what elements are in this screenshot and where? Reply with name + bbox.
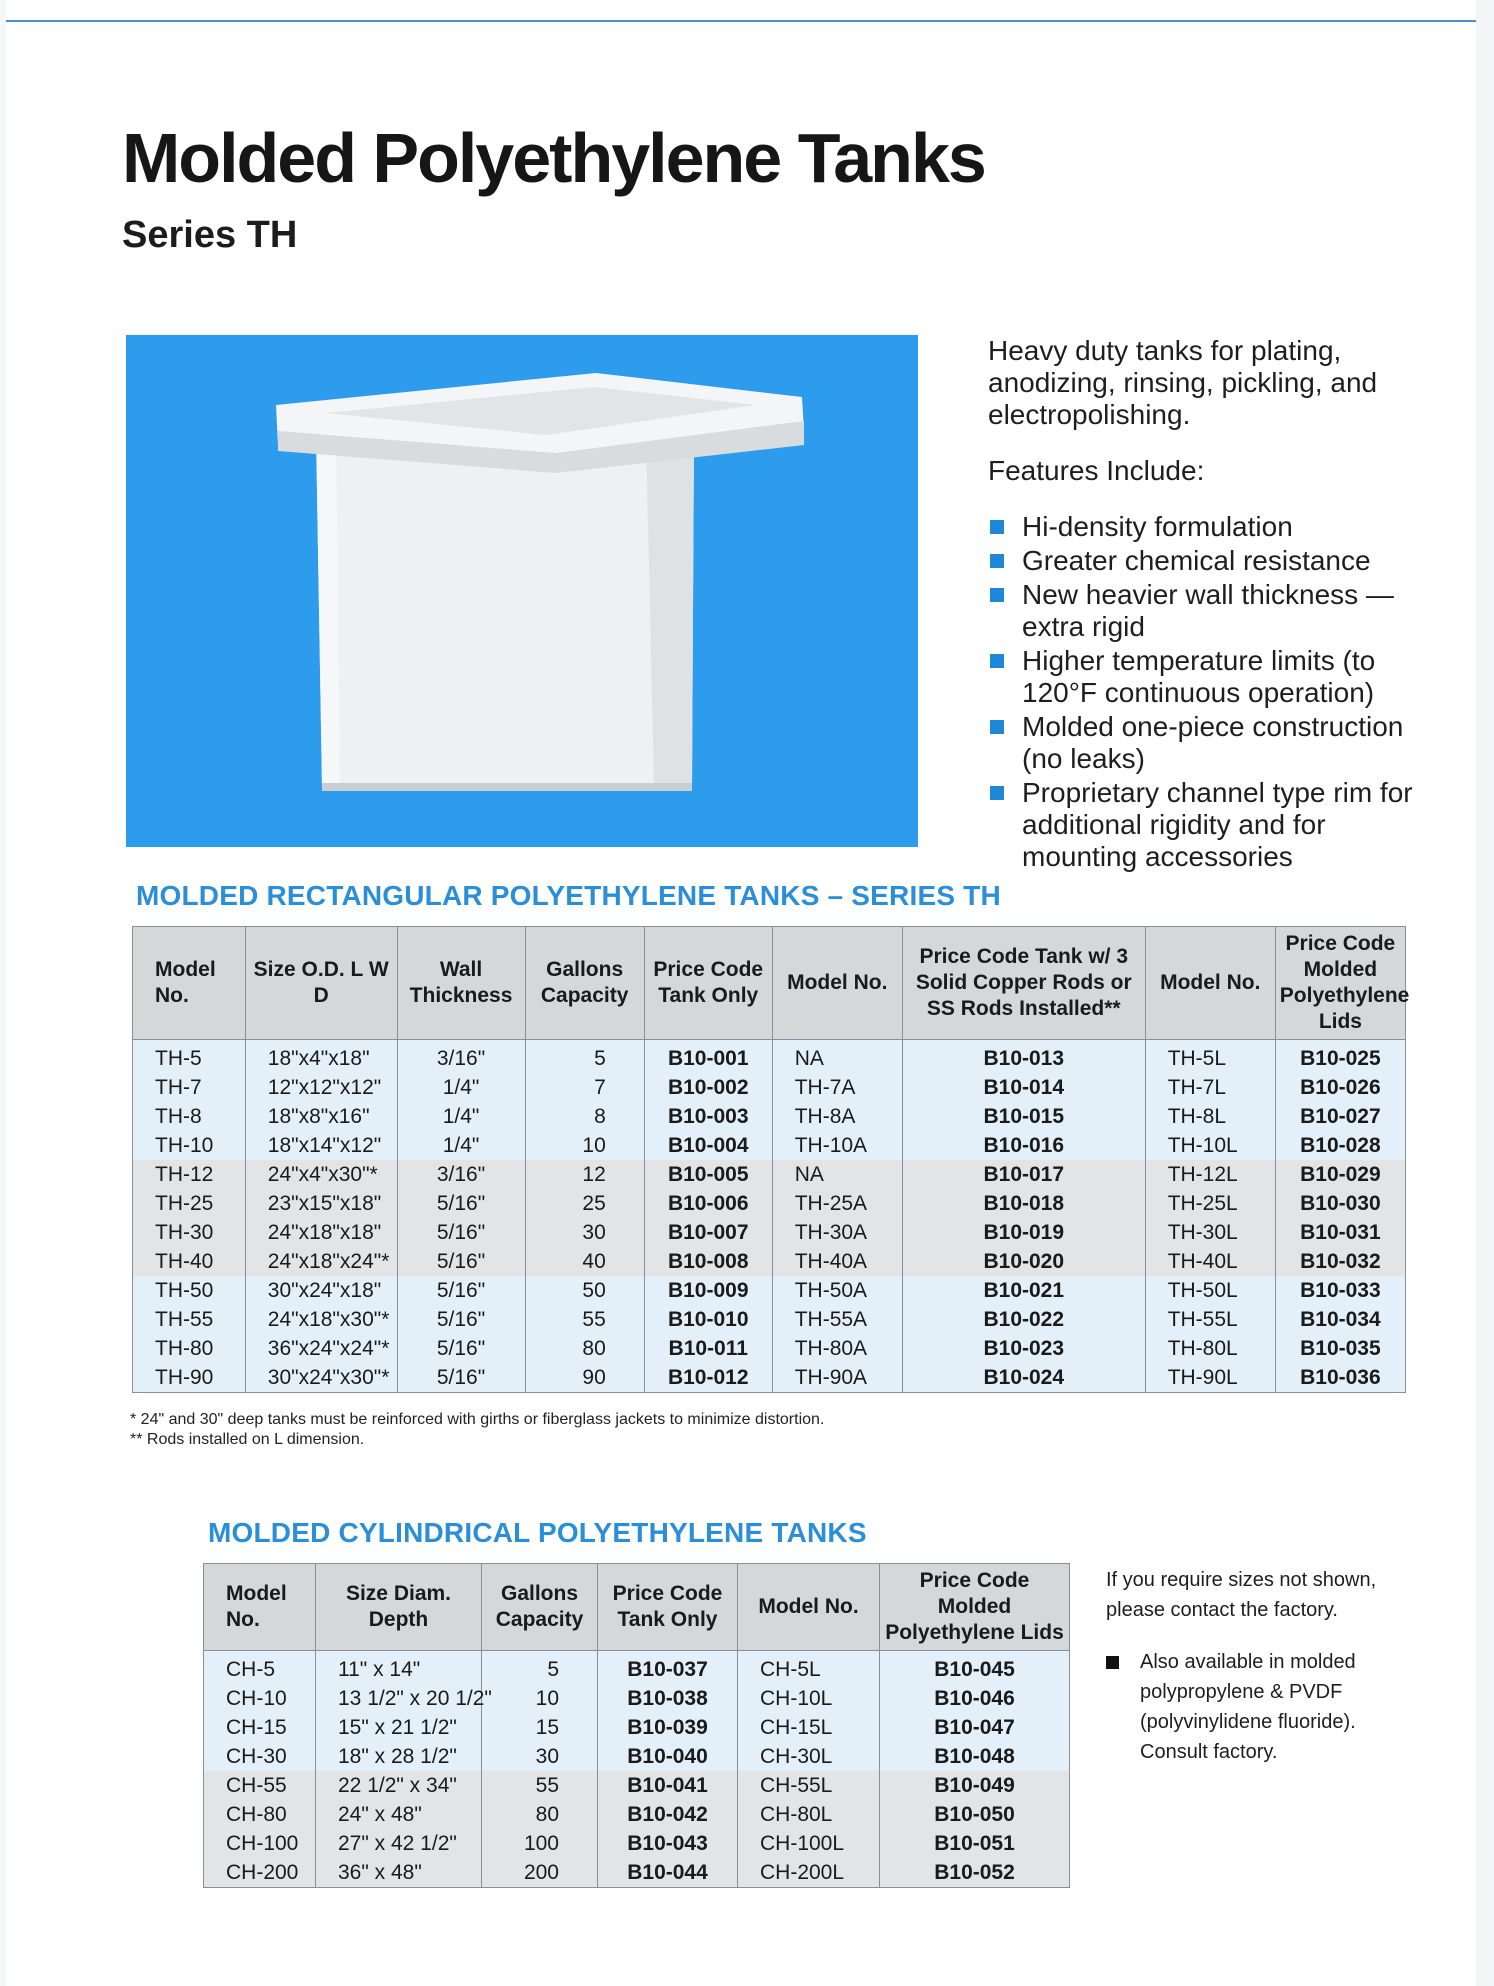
cell-model-lid: CH-200L [738,1858,880,1888]
cell-wall: 1/4" [397,1131,525,1160]
cell-price-rods: B10-023 [902,1334,1145,1363]
cell-price-rods: B10-020 [902,1247,1145,1276]
table-row [204,1829,1070,1858]
col-header-price-tank: Price Code Tank Only [644,927,772,1040]
cell-price-tank: B10-037 [598,1651,738,1685]
table-row [133,1363,1406,1393]
cell-size: 24"x18"x30"* [245,1305,397,1334]
cell-price-rods: B10-021 [902,1276,1145,1305]
cell-wall: 1/4" [397,1102,525,1131]
cell-gallons: 50 [525,1276,644,1305]
cell-price-tank: B10-042 [598,1800,738,1829]
cell-price-lid: B10-030 [1275,1189,1405,1218]
cell-price-lid: B10-029 [1275,1160,1405,1189]
cell-price-lid: B10-051 [880,1829,1070,1858]
col-header-gallons: Gallons Capacity [482,1564,598,1651]
description [988,335,1418,875]
cell-gallons: 80 [525,1334,644,1363]
cell-size: 36" x 48" [316,1858,482,1888]
feature-item: Proprietary channel type rim for additional rigidity and for mounting accessories [988,777,1418,873]
square-bullet-icon [990,654,1004,668]
cell-price-tank: B10-039 [598,1713,738,1742]
cell-wall: 3/16" [397,1160,525,1189]
cell-size: 22 1/2" x 34" [316,1771,482,1800]
table-row [133,1131,1406,1160]
cell-price-tank: B10-002 [644,1073,772,1102]
cell-price-tank: B10-004 [644,1131,772,1160]
cell-model: CH-80 [204,1800,316,1829]
cell-model-rods: TH-30A [772,1218,902,1247]
cell-model-rods: TH-8A [772,1102,902,1131]
square-bullet-icon [990,520,1004,534]
cell-size: 24" x 48" [316,1800,482,1829]
cell-wall: 5/16" [397,1363,525,1393]
cell-model: TH-25 [133,1189,246,1218]
cell-model-lid: TH-8L [1145,1102,1275,1131]
cell-gallons: 40 [525,1247,644,1276]
cell-model-lid: TH-50L [1145,1276,1275,1305]
cell-price-tank: B10-012 [644,1363,772,1393]
cell-price-rods: B10-015 [902,1102,1145,1131]
cell-size: 18"x8"x16" [245,1102,397,1131]
page-title: Molded Polyethylene Tanks [122,119,985,197]
table-row [133,1189,1406,1218]
tank-photo [126,335,918,847]
cell-model-rods: TH-50A [772,1276,902,1305]
cell-price-lid: B10-046 [880,1684,1070,1713]
cell-model: CH-5 [204,1651,316,1685]
cell-price-lid: B10-026 [1275,1073,1405,1102]
cell-size: 23"x15"x18" [245,1189,397,1218]
square-bullet-icon [990,720,1004,734]
cell-price-lid: B10-027 [1275,1102,1405,1131]
cell-price-tank: B10-010 [644,1305,772,1334]
rectangular-tanks-table [132,926,1410,1393]
cell-price-rods: B10-022 [902,1305,1145,1334]
cell-wall: 5/16" [397,1305,525,1334]
square-bullet-icon [990,588,1004,602]
feature-item: Greater chemical resistance [988,545,1418,577]
feature-item: Hi-density formulation [988,511,1418,543]
cell-model: TH-12 [133,1160,246,1189]
cell-price-tank: B10-038 [598,1684,738,1713]
cell-size: 36"x24"x24"* [245,1334,397,1363]
col-header-model: Model No. [204,1564,316,1651]
cell-price-tank: B10-006 [644,1189,772,1218]
cell-model: TH-40 [133,1247,246,1276]
cell-price-lid: B10-025 [1275,1040,1405,1074]
cell-price-lid: B10-047 [880,1713,1070,1742]
cell-price-lid: B10-045 [880,1651,1070,1685]
cell-price-lid: B10-049 [880,1771,1070,1800]
cell-price-rods: B10-024 [902,1363,1145,1393]
cell-price-tank: B10-041 [598,1771,738,1800]
cell-gallons: 5 [482,1651,598,1685]
col-header-size: Size Diam. Depth [316,1564,482,1651]
col-header-price-rods: Price Code Tank w/ 3 Solid Copper Rods or SS Rods Installed** [902,927,1145,1040]
table-row [204,1742,1070,1771]
feature-item: Molded one-piece construction (no leaks) [988,711,1418,775]
cell-model-lid: TH-5L [1145,1040,1275,1074]
footnotes [130,1410,824,1450]
cell-model-lid: CH-100L [738,1829,880,1858]
cell-model: TH-50 [133,1276,246,1305]
cell-gallons: 200 [482,1858,598,1888]
cell-model-rods: TH-40A [772,1247,902,1276]
cell-gallons: 25 [525,1189,644,1218]
page-edge-right [1476,0,1494,1986]
cell-price-lid: B10-035 [1275,1334,1405,1363]
col-header-size: Size O.D. L W D [245,927,397,1040]
cell-model-rods: NA [772,1040,902,1074]
cell-price-tank: B10-003 [644,1102,772,1131]
cell-price-rods: B10-018 [902,1189,1145,1218]
cell-price-lid: B10-036 [1275,1363,1405,1393]
feature-item: New heavier wall thickness —extra rigid [988,579,1418,643]
col-header-price-lid: Price Code Molded Polyethylene Lids [1275,927,1405,1040]
cell-model: TH-55 [133,1305,246,1334]
cell-price-lid: B10-033 [1275,1276,1405,1305]
cell-price-lid: B10-048 [880,1742,1070,1771]
top-rule [0,20,1480,22]
description-intro: Heavy duty tanks for plating, anodizing, rinsing, pickling, and electropolishing. [988,335,1378,430]
cell-wall: 5/16" [397,1189,525,1218]
cylindrical-tanks-table [203,1563,1070,1888]
col-header-model-lid: Model No. [738,1564,880,1651]
table-row [204,1800,1070,1829]
availability-note: Also available in molded polypropylene & PVDF (polyvinylidene fluoride). Consult factory. [1106,1647,1426,1767]
cell-model-lid: CH-5L [738,1651,880,1685]
cell-model-lid: CH-10L [738,1684,880,1713]
cell-wall: 1/4" [397,1073,525,1102]
cell-model: TH-80 [133,1334,246,1363]
cell-gallons: 12 [525,1160,644,1189]
cell-wall: 5/16" [397,1276,525,1305]
cell-model-lid: TH-25L [1145,1189,1275,1218]
table-row [204,1684,1070,1713]
cell-model: TH-8 [133,1102,246,1131]
cell-model-rods: TH-90A [772,1363,902,1393]
col-header-price-tank: Price Code Tank Only [598,1564,738,1651]
cell-gallons: 90 [525,1363,644,1393]
cell-model-rods: TH-55A [772,1305,902,1334]
cell-price-rods: B10-014 [902,1073,1145,1102]
cell-model-rods: TH-25A [772,1189,902,1218]
cell-model: TH-10 [133,1131,246,1160]
cell-model-rods: NA [772,1160,902,1189]
cell-price-tank: B10-007 [644,1218,772,1247]
table-row [133,1073,1406,1102]
cyl-table-heading: MOLDED CYLINDRICAL POLYETHYLENE TANKS [208,1517,867,1548]
cell-price-rods: B10-013 [902,1040,1145,1074]
table-row [133,1102,1406,1131]
cell-model: TH-7 [133,1073,246,1102]
cell-price-lid: B10-050 [880,1800,1070,1829]
cell-model-lid: TH-40L [1145,1247,1275,1276]
table-row [133,1160,1406,1189]
cell-price-tank: B10-040 [598,1742,738,1771]
cell-price-tank: B10-008 [644,1247,772,1276]
cell-wall: 5/16" [397,1247,525,1276]
table-row [133,1305,1406,1334]
cell-model-lid: CH-80L [738,1800,880,1829]
cell-price-lid: B10-032 [1275,1247,1405,1276]
cell-model: CH-30 [204,1742,316,1771]
contact-note: If you require sizes not shown, please contact the factory. [1106,1569,1377,1621]
cell-gallons: 10 [525,1131,644,1160]
cell-gallons: 100 [482,1829,598,1858]
cell-model: TH-30 [133,1218,246,1247]
cell-gallons: 8 [525,1102,644,1131]
features-list [988,511,1418,873]
square-bullet-icon [990,554,1004,568]
cell-model-lid: TH-7L [1145,1073,1275,1102]
table-row [133,1218,1406,1247]
cell-model: CH-10 [204,1684,316,1713]
col-header-gallons: Gallons Capacity [525,927,644,1040]
cell-model: TH-90 [133,1363,246,1393]
cell-size: 18" x 28 1/2" [316,1742,482,1771]
cell-price-lid: B10-028 [1275,1131,1405,1160]
cell-gallons: 7 [525,1073,644,1102]
cyl-table-body [204,1651,1070,1888]
cell-wall: 5/16" [397,1334,525,1363]
cell-size: 30"x24"x30"* [245,1363,397,1393]
table-row [133,1334,1406,1363]
cell-model-lid: CH-55L [738,1771,880,1800]
square-bullet-icon [1106,1656,1119,1669]
col-header-model-lid: Model No. [1145,927,1275,1040]
table-row [133,1040,1406,1074]
cell-model-lid: CH-15L [738,1713,880,1742]
cell-price-lid: B10-034 [1275,1305,1405,1334]
table-row [204,1651,1070,1685]
features-heading: Features Include: [988,455,1205,486]
col-header-model-rods: Model No. [772,927,902,1040]
cell-model-rods: TH-80A [772,1334,902,1363]
cell-model-lid: TH-90L [1145,1363,1275,1393]
cell-model-lid: CH-30L [738,1742,880,1771]
cell-model-lid: TH-10L [1145,1131,1275,1160]
cell-model: CH-200 [204,1858,316,1888]
cell-gallons: 55 [525,1305,644,1334]
cell-gallons: 55 [482,1771,598,1800]
cell-size: 24"x4"x30"* [245,1160,397,1189]
table-row [204,1771,1070,1800]
cell-price-tank: B10-005 [644,1160,772,1189]
cell-size: 30"x24"x18" [245,1276,397,1305]
cell-price-tank: B10-001 [644,1040,772,1074]
cell-model: CH-55 [204,1771,316,1800]
cell-gallons: 10 [482,1684,598,1713]
footnote: ** Rods installed on L dimension. [130,1431,365,1448]
cell-price-tank: B10-011 [644,1334,772,1363]
cell-size: 15" x 21 1/2" [316,1713,482,1742]
cell-size: 27" x 42 1/2" [316,1829,482,1858]
cell-gallons: 80 [482,1800,598,1829]
cell-size: 11" x 14" [316,1651,482,1685]
cell-gallons: 15 [482,1713,598,1742]
cell-gallons: 30 [482,1742,598,1771]
cell-model-lid: TH-30L [1145,1218,1275,1247]
cell-price-rods: B10-016 [902,1131,1145,1160]
square-bullet-icon [990,786,1004,800]
footnote: * 24" and 30" deep tanks must be reinforced with girths or fiberglass jackets to minimize distortion. [130,1411,825,1428]
cell-wall: 3/16" [397,1040,525,1074]
cell-wall: 5/16" [397,1218,525,1247]
cell-price-rods: B10-019 [902,1218,1145,1247]
cell-size: 18"x4"x18" [245,1040,397,1074]
cell-size: 13 1/2" x 20 1/2" [316,1684,482,1713]
rect-table-body [133,1040,1406,1393]
col-header-wall: Wall Thickness [397,927,525,1040]
cell-model: CH-15 [204,1713,316,1742]
cell-model-rods: TH-7A [772,1073,902,1102]
cell-size: 24"x18"x18" [245,1218,397,1247]
cell-price-tank: B10-009 [644,1276,772,1305]
cell-price-tank: B10-043 [598,1829,738,1858]
col-header-price-lid: Price Code Molded Polyethylene Lids [880,1564,1070,1651]
table-row [204,1858,1070,1888]
cell-price-lid: B10-031 [1275,1218,1405,1247]
cell-model-lid: TH-55L [1145,1305,1275,1334]
table-row [133,1276,1406,1305]
cell-gallons: 30 [525,1218,644,1247]
table-row [204,1713,1070,1742]
cell-model: TH-5 [133,1040,246,1074]
cell-model-lid: TH-80L [1145,1334,1275,1363]
page-edge-left [0,0,6,1986]
page-subtitle: Series TH [122,214,298,256]
cell-model-lid: TH-12L [1145,1160,1275,1189]
rect-table-heading: MOLDED RECTANGULAR POLYETHYLENE TANKS – SERIES TH [136,880,1001,911]
table-row [133,1247,1406,1276]
rectangular-tank-image [126,335,918,847]
feature-item: Higher temperature limits (to 120°F continuous operation) [988,645,1418,709]
cell-size: 12"x12"x12" [245,1073,397,1102]
col-header-model: Model No. [133,927,246,1040]
cell-price-rods: B10-017 [902,1160,1145,1189]
cell-size: 24"x18"x24"* [245,1247,397,1276]
cell-model: CH-100 [204,1829,316,1858]
cell-gallons: 5 [525,1040,644,1074]
cell-model-rods: TH-10A [772,1131,902,1160]
cell-price-lid: B10-052 [880,1858,1070,1888]
side-note [1106,1565,1426,1789]
cell-price-tank: B10-044 [598,1858,738,1888]
cell-size: 18"x14"x12" [245,1131,397,1160]
